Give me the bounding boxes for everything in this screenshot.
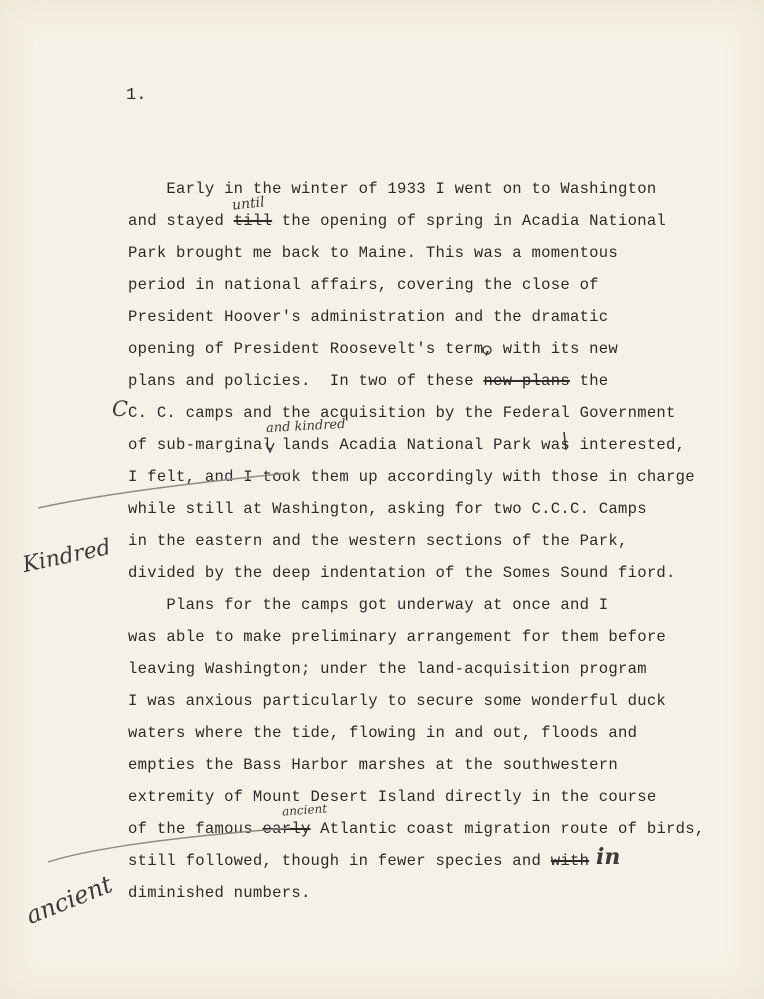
text-line-19: empties the Bass Harbor marshes at the southwestern xyxy=(128,756,618,774)
struck-word-early: early xyxy=(262,820,311,838)
text-line-12: in the eastern and the western sections of the Park, xyxy=(128,532,628,550)
text-line-4: period in national affairs, covering the close of xyxy=(128,276,599,294)
text-line-3: Park brought me back to Maine. This was a momentous xyxy=(128,244,618,262)
handwritten-c-prefix: C xyxy=(112,397,129,421)
text-line-9: of sub-marginal lands Acadia National Park was interested, xyxy=(128,436,686,454)
text-line-21-start: of the famous xyxy=(128,820,263,838)
struck-phrase-new-plans: new plans xyxy=(483,372,570,390)
handwritten-ancient-insert: ancient xyxy=(281,801,328,819)
margin-note-kindred: Kindred xyxy=(20,534,113,579)
handwritten-in: in xyxy=(596,844,621,870)
text-line-2-rest: the opening of spring in Acadia National xyxy=(272,212,667,230)
struck-word-with: with xyxy=(550,852,590,870)
text-line-8: C. C. camps and the acquisition by the Federal Government xyxy=(128,404,676,422)
caret-insertion-mark xyxy=(266,443,274,452)
text-line-15: was able to make preliminary arrangement for them before xyxy=(128,628,667,646)
pencil-line-ancient xyxy=(48,828,290,862)
text-line-7-rest: the xyxy=(569,372,609,390)
text-line-10: I felt, and I took them up accordingly with those in charge xyxy=(128,468,695,486)
text-line-16: leaving Washington; under the land-acquisition program xyxy=(128,660,647,678)
text-line-21-rest: Atlantic coast migration route of birds, xyxy=(310,820,705,838)
text-line-18: waters where the tide, flowing in and out, floods and xyxy=(128,724,638,742)
text-line-7-start: plans and policies. In two of these xyxy=(128,372,484,390)
text-line-17: I was anxious particularly to secure some wonderful duck xyxy=(128,692,667,710)
text-line-22-start: still followed, though in fewer species and xyxy=(128,852,551,870)
text-line-2-start: and stayed xyxy=(128,212,234,230)
text-line-11: while still at Washington, asking for two C.C.C. Camps xyxy=(128,500,647,518)
text-line-20: extremity of Mount Desert Island directly in the course xyxy=(128,788,657,806)
struck-word-till: till xyxy=(233,212,273,230)
text-line-5: President Hoover's administration and the dramatic xyxy=(128,308,609,326)
text-line-6-tail: , with its new xyxy=(483,340,619,358)
text-line-13: divided by the deep indentation of the Somes Sound fiord. xyxy=(128,564,676,582)
text-line-1: Early in the winter of 1933 I went on to Washington xyxy=(128,180,657,198)
margin-note-ancient: ancient xyxy=(22,870,117,930)
comma-circle-mark xyxy=(483,346,491,354)
text-line-14: Plans for the camps got underway at once and I xyxy=(128,596,609,614)
word-separator-mark xyxy=(564,432,566,450)
text-line-6-start: opening of President Roosevelt's term xyxy=(128,340,484,358)
handwritten-and-kindred: and kindred xyxy=(265,416,346,437)
handwritten-until: until xyxy=(231,194,266,214)
text-line-23: diminished numbers. xyxy=(128,884,311,902)
pencil-line-kindred xyxy=(38,473,290,508)
page-number: 1. xyxy=(126,86,147,105)
